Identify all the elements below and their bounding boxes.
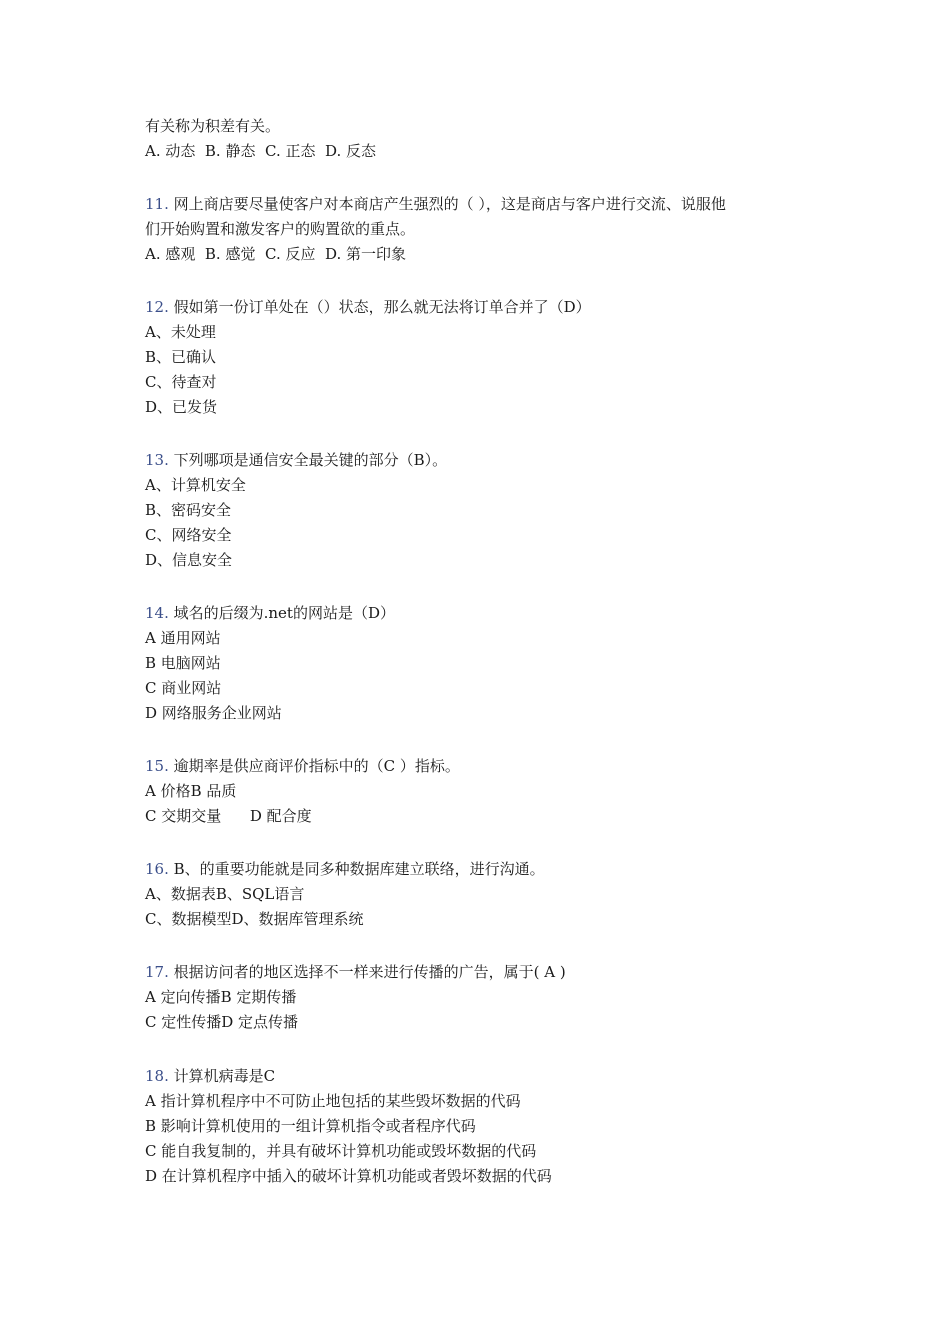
option-d: D 网络服务企业网站 — [145, 704, 282, 722]
question-16 — [145, 859, 545, 879]
question-stem: 域名的后缀为.net的网站是（D） — [168, 604, 395, 622]
options-line-2: C、数据模型D、数据库管理系统 — [145, 910, 364, 928]
question-17 — [145, 962, 566, 982]
option-c: C 商业网站 — [145, 679, 222, 697]
options-line-1: A 价格B 品质 — [145, 782, 237, 800]
option-a: A 指计算机程序中不可防止地包括的某些毁坏数据的代码 — [145, 1092, 521, 1110]
question-stem: 网上商店要尽量使客户对本商店产生强烈的（ ），这是商店与客户进行交流、说服他 — [168, 195, 726, 213]
option-a: A、计算机安全 — [145, 476, 246, 494]
question-11-line-1 — [145, 194, 726, 214]
question-13 — [145, 450, 447, 470]
options-line-2: C 定性传播D 定点传播 — [145, 1013, 299, 1031]
question-15 — [145, 756, 460, 776]
option-c: C、网络安全 — [145, 526, 232, 544]
question-number: 18. — [145, 1067, 169, 1085]
question-18 — [145, 1066, 275, 1086]
option-b: B、已确认 — [145, 348, 217, 366]
option-d: D 在计算机程序中插入的破坏计算机功能或者毁坏数据的代码 — [145, 1167, 552, 1185]
option-b: B 电脑网站 — [145, 654, 221, 672]
question-number: 13. — [145, 451, 169, 469]
options-line-1: A、数据表B、SQL语言 — [145, 885, 305, 903]
lead-options: A. 动态 B. 静态 C. 正态 D. 反态 — [145, 142, 377, 160]
options-line-1: A 定向传播B 定期传播 — [145, 988, 297, 1006]
option-b: B、密码安全 — [145, 501, 232, 519]
option-a: A、未处理 — [145, 323, 216, 341]
option-a: A 通用网站 — [145, 629, 221, 647]
question-stem: 计算机病毒是C — [168, 1067, 276, 1085]
option-c: C 能自我复制的，并具有破坏计算机功能或毁坏数据的代码 — [145, 1142, 537, 1160]
question-stem: 根据访问者的地区选择不一样来进行传播的广告，属于( A ) — [168, 963, 566, 981]
question-number: 11. — [145, 195, 169, 213]
option-b: B 影响计算机使用的一组计算机指令或者程序代码 — [145, 1117, 476, 1135]
question-stem: 假如第一份订单处在（）状态，那么就无法将订单合并了（D） — [168, 298, 591, 316]
lead-text: 有关称为积差有关。 — [145, 117, 281, 135]
option-d: D、信息安全 — [145, 551, 233, 569]
question-14 — [145, 603, 395, 623]
question-options: A. 感观 B. 感觉 C. 反应 D. 第一印象 — [145, 245, 407, 263]
question-12 — [145, 297, 591, 317]
question-number: 12. — [145, 298, 169, 316]
question-stem-continued: 们开始购置和激发客户的购置欲的重点。 — [145, 220, 416, 238]
question-stem: 逾期率是供应商评价指标中的（C ）指标。 — [168, 757, 460, 775]
question-stem: B、的重要功能就是同多种数据库建立联络，进行沟通。 — [168, 860, 545, 878]
option-c: C、待查对 — [145, 373, 217, 391]
option-d: D、已发货 — [145, 398, 218, 416]
question-stem: 下列哪项是通信安全最关键的部分（B）。 — [168, 451, 448, 469]
question-number: 17. — [145, 963, 169, 981]
question-number: 16. — [145, 860, 169, 878]
options-line-2: C 交期交量 D 配合度 — [145, 807, 312, 825]
question-number: 14. — [145, 604, 169, 622]
question-number: 15. — [145, 757, 169, 775]
